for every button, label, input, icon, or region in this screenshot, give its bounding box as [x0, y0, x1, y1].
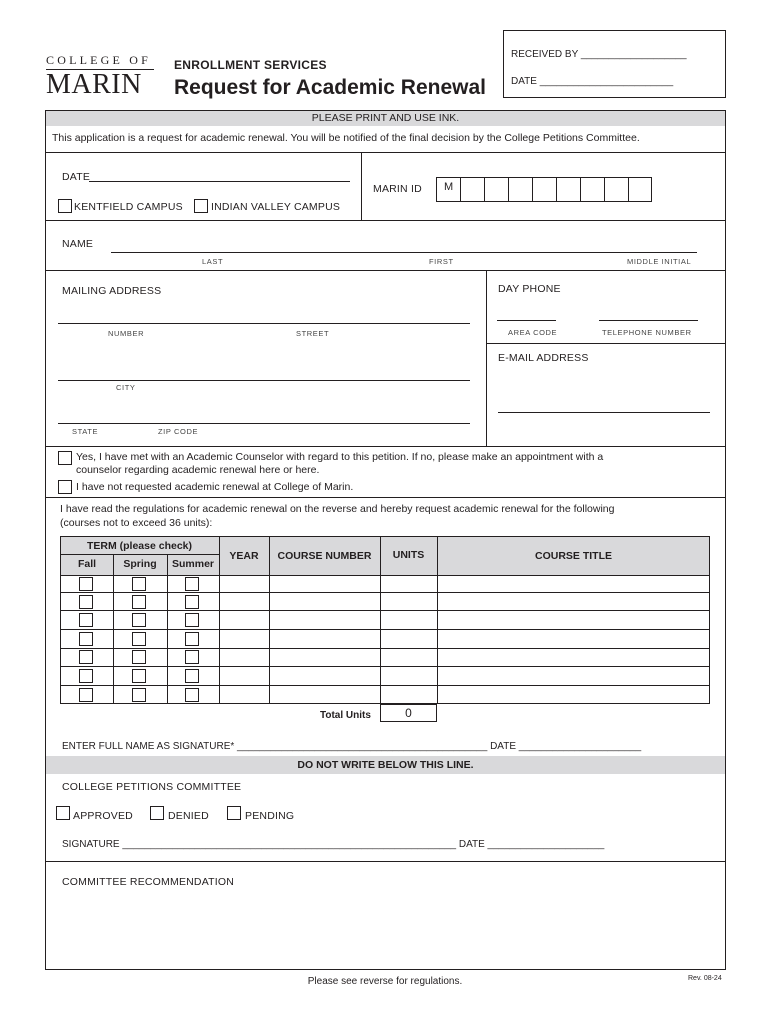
- row-5-summer-checkbox[interactable]: [185, 650, 199, 664]
- row-7-summer-checkbox[interactable]: [185, 688, 199, 702]
- summer-header: Summer: [171, 558, 214, 570]
- recommendation-label: COMMITTEE RECOMMENDATION: [62, 876, 235, 888]
- pending-label: PENDING: [245, 810, 295, 822]
- courses-intro: I have read the regulations for academic renewal on the reverse and hereby request academic renewal for the following: [60, 503, 615, 515]
- telephone-caption: TELEPHONE NUMBER: [602, 328, 692, 337]
- courses-intro-2: (courses not to exceed 36 units):: [60, 517, 213, 529]
- indian-valley-label: INDIAN VALLEY CAMPUS: [211, 201, 341, 213]
- committee-signature-line[interactable]: SIGNATURE ____________________________________________________________ DATE _____________________: [62, 839, 605, 850]
- row-7-fall-checkbox[interactable]: [79, 688, 93, 702]
- year-header: YEAR: [229, 550, 259, 562]
- state-caption: STATE: [72, 427, 99, 436]
- total-units-value: 0: [405, 706, 412, 720]
- mailing-address-label: MAILING ADDRESS: [62, 285, 162, 297]
- area-code-input-line[interactable]: [497, 320, 556, 321]
- logo: [46, 54, 156, 99]
- first-name-caption: FIRST: [429, 257, 454, 266]
- row-2-fall-checkbox[interactable]: [79, 595, 93, 609]
- date-input-line[interactable]: [89, 181, 350, 182]
- footer-note: Please see reverse for regulations.: [307, 976, 463, 987]
- row-3-spring-checkbox[interactable]: [132, 613, 146, 627]
- row-4-spring-checkbox[interactable]: [132, 632, 146, 646]
- kentfield-checkbox[interactable]: [58, 199, 72, 213]
- telephone-input-line[interactable]: [599, 320, 698, 321]
- city-caption: CITY: [116, 383, 136, 392]
- approved-checkbox[interactable]: [56, 806, 70, 820]
- row-4-fall-checkbox[interactable]: [79, 632, 93, 646]
- page-title: Request for Academic Renewal: [174, 76, 486, 99]
- counselor-met-text: Yes, I have met with an Academic Counselor with regard to this petition. If no, please make an appointment with a: [76, 451, 604, 463]
- description-text: This application is a request for academic renewal. You will be notified of the final decision by the College Petitions Committee.: [52, 132, 640, 144]
- department-label: ENROLLMENT SERVICES: [174, 58, 327, 72]
- print-notice: PLEASE PRINT AND USE INK.: [311, 112, 460, 124]
- course-title-header: COURSE TITLE: [534, 550, 612, 562]
- email-label: E-MAIL ADDRESS: [498, 352, 589, 364]
- spring-header: Spring: [123, 558, 157, 570]
- number-caption: NUMBER: [108, 329, 145, 338]
- not-requested-checkbox[interactable]: [58, 480, 72, 494]
- total-units-label: Total Units: [320, 710, 371, 721]
- marin-id-prefix: M: [444, 181, 454, 193]
- street-caption: STREET: [296, 329, 330, 338]
- logo-top: COLLEGE OF: [46, 53, 151, 67]
- day-phone-label: DAY PHONE: [498, 283, 561, 295]
- name-label: NAME: [62, 238, 94, 250]
- row-4-summer-checkbox[interactable]: [185, 632, 199, 646]
- received-date-field[interactable]: DATE ________________________: [511, 76, 674, 87]
- name-input-line[interactable]: [111, 252, 697, 253]
- fall-header: Fall: [77, 558, 97, 570]
- area-code-caption: AREA CODE: [508, 328, 558, 337]
- not-requested-text: I have not requested academic renewal at College of Marin.: [76, 481, 354, 493]
- received-by-field[interactable]: RECEIVED BY ___________________: [511, 49, 687, 60]
- middle-initial-caption: MIDDLE INITIAL: [627, 257, 692, 266]
- term-header: TERM (please check): [86, 540, 193, 552]
- street-input-line[interactable]: [58, 323, 470, 324]
- date-label: DATE: [62, 171, 91, 183]
- marin-id-label: MARIN ID: [373, 183, 422, 195]
- row-2-summer-checkbox[interactable]: [185, 595, 199, 609]
- row-1-summer-checkbox[interactable]: [185, 577, 199, 591]
- revision: Rev. 08-24: [688, 975, 722, 982]
- approved-label: APPROVED: [73, 810, 133, 822]
- email-input-line[interactable]: [498, 412, 710, 413]
- recommendation-field[interactable]: [46, 892, 725, 968]
- row-1-spring-checkbox[interactable]: [132, 577, 146, 591]
- pending-checkbox[interactable]: [227, 806, 241, 820]
- marin-id-field[interactable]: [436, 177, 652, 202]
- row-3-summer-checkbox[interactable]: [185, 613, 199, 627]
- row-6-fall-checkbox[interactable]: [79, 669, 93, 683]
- row-5-fall-checkbox[interactable]: [79, 650, 93, 664]
- counselor-met-text-2: counselor regarding academic renewal here or here.: [76, 464, 320, 476]
- row-2-spring-checkbox[interactable]: [132, 595, 146, 609]
- units-header: UNITS: [392, 549, 425, 561]
- row-1-fall-checkbox[interactable]: [79, 577, 93, 591]
- kentfield-label: KENTFIELD CAMPUS: [74, 201, 183, 213]
- denied-label: DENIED: [168, 810, 209, 822]
- row-6-summer-checkbox[interactable]: [185, 669, 199, 683]
- row-3-fall-checkbox[interactable]: [79, 613, 93, 627]
- state-zip-input-line[interactable]: [58, 423, 470, 424]
- row-5-spring-checkbox[interactable]: [132, 650, 146, 664]
- do-not-write-text: DO NOT WRITE BELOW THIS LINE.: [297, 759, 474, 771]
- counselor-met-checkbox[interactable]: [58, 451, 72, 465]
- row-6-spring-checkbox[interactable]: [132, 669, 146, 683]
- signature-line[interactable]: ENTER FULL NAME AS SIGNATURE* _____________________________________________ DATE ______________________: [62, 741, 642, 752]
- last-name-caption: LAST: [202, 257, 224, 266]
- committee-label: COLLEGE PETITIONS COMMITTEE: [62, 781, 242, 793]
- zip-caption: ZIP CODE: [158, 427, 199, 436]
- city-input-line[interactable]: [58, 380, 470, 381]
- row-7-spring-checkbox[interactable]: [132, 688, 146, 702]
- indian-valley-checkbox[interactable]: [194, 199, 208, 213]
- course-number-header: COURSE NUMBER: [277, 550, 372, 562]
- logo-main: MARIN: [46, 69, 142, 100]
- denied-checkbox[interactable]: [150, 806, 164, 820]
